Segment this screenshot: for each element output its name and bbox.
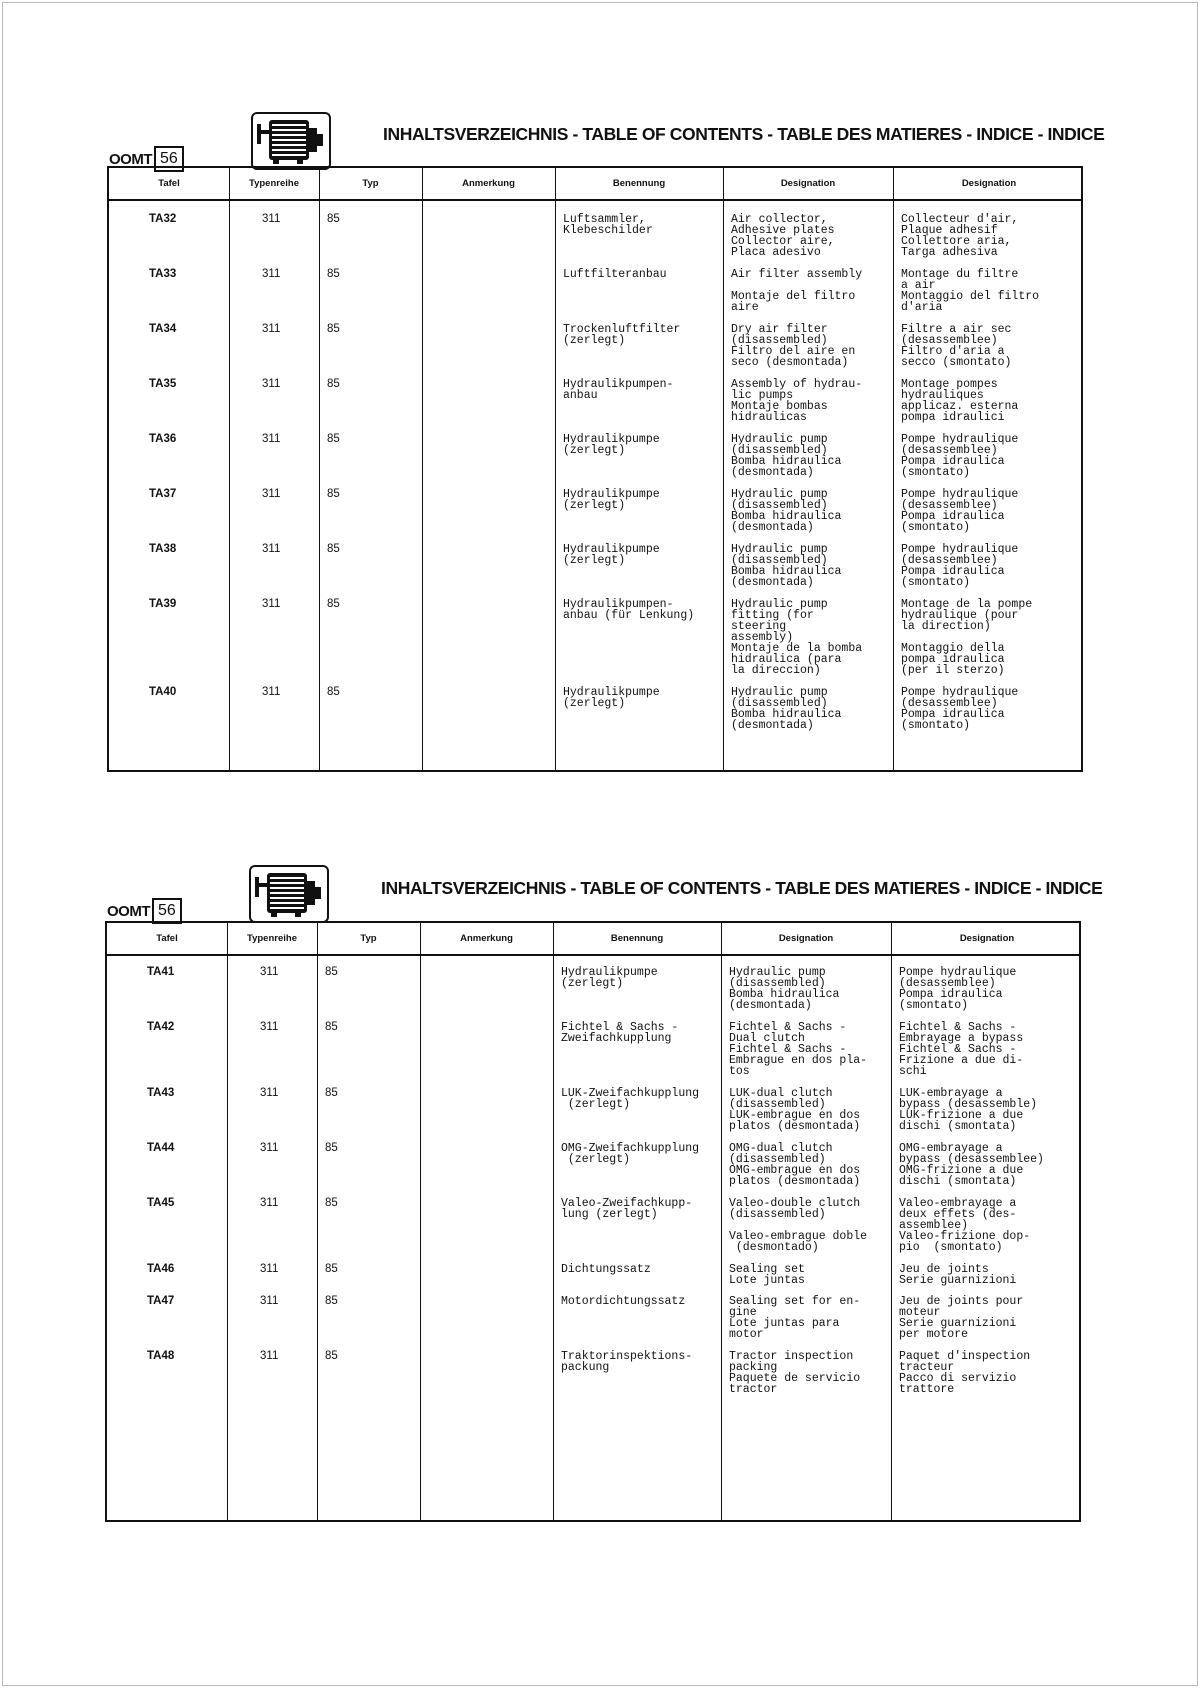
cell-designation-fr-it: Jeu de joints Serie guarnizioni: [899, 1263, 1017, 1287]
cell-tafel: TA32: [149, 213, 177, 225]
column-divider: [422, 168, 423, 770]
header-designation-fr-it: Designation: [959, 933, 1015, 944]
cell-typ: 85: [327, 488, 340, 500]
cell-designation-en-es: Dry air filter (disassembled) Filtro del aire en seco (desmontada): [731, 323, 856, 369]
code-number: 56: [154, 146, 184, 172]
cell-benennung: Hydraulikpumpen- anbau (für Lenkung): [563, 598, 695, 622]
column-divider: [227, 923, 228, 1520]
cell-designation-fr-it: Filtre a air sec (desassemblee) Filtro d'aria a secco (smontato): [901, 323, 1012, 369]
cell-designation-en-es: LUK-dual clutch (disassembled) LUK-embrague en dos platos (desmontada): [729, 1087, 861, 1133]
cell-typenreihe: 311: [260, 1295, 279, 1307]
header-anmerkung: Anmerkung: [460, 933, 513, 944]
cell-designation-fr-it: OMG-embrayage a bypass (desassemblee) OMG-frizione a due dischi (smontata): [899, 1142, 1044, 1188]
cell-typ: 85: [325, 1295, 338, 1307]
column-divider: [319, 168, 320, 770]
cell-tafel: TA46: [147, 1263, 175, 1275]
cell-tafel: TA43: [147, 1087, 175, 1099]
header-designation-fr-it: Designation: [961, 178, 1017, 189]
cell-designation-fr-it: Montage pompes hydrauliques applicaz. esterna pompa idraulici: [901, 378, 1019, 424]
code-number: 56: [152, 898, 182, 924]
header-designation-en-es: Designation: [778, 933, 834, 944]
cell-typ: 85: [325, 966, 338, 978]
table-header: [107, 923, 1079, 956]
header-tafel: Tafel: [158, 178, 180, 189]
cell-typenreihe: 311: [260, 1197, 279, 1209]
cell-designation-fr-it: Pompe hydraulique (desassemblee) Pompa idraulica (smontato): [901, 433, 1019, 479]
cell-designation-en-es: Valeo-double clutch (disassembled) Valeo-embrague doble (desmontado): [729, 1197, 868, 1254]
header-tafel: Tafel: [156, 933, 178, 944]
cell-designation-en-es: Hydraulic pump fitting (for steering assembly) Montaje de la bomba hidraulica (para la direccion): [731, 598, 863, 677]
cell-designation-fr-it: Pompe hydraulique (desassemblee) Pompa idraulica (smontato): [899, 966, 1017, 1012]
cell-typenreihe: 311: [262, 268, 281, 280]
header-benennung: Benennung: [612, 178, 666, 189]
page-title: INHALTSVERZEICHNIS - TABLE OF CONTENTS - TABLE DES MATIERES - INDICE - INDICE: [383, 124, 1105, 144]
cell-designation-en-es: Assembly of hydrau- lic pumps Montaje bombas hidraulicas: [731, 378, 863, 424]
cell-designation-en-es: Hydraulic pump (disassembled) Bomba hidraulica (desmontada): [731, 433, 842, 479]
header-typ: Typ: [362, 178, 379, 189]
contents-table: [107, 166, 1083, 772]
cell-designation-en-es: Air collector, Adhesive plates Collector aire, Placa adesivo: [731, 213, 835, 259]
cell-typenreihe: 311: [260, 1350, 279, 1362]
cell-designation-fr-it: Fichtel & Sachs - Embrayage a bypass Fichtel & Sachs - Frizione a due di- schi: [899, 1021, 1024, 1078]
cell-designation-en-es: Fichtel & Sachs - Dual clutch Fichtel & Sachs - Embrague en dos pla- tos: [729, 1021, 868, 1078]
cell-tafel: TA35: [149, 378, 177, 390]
cell-typ: 85: [327, 543, 340, 555]
cell-tafel: TA38: [149, 543, 177, 555]
column-divider: [420, 923, 421, 1520]
cell-typenreihe: 311: [262, 433, 281, 445]
engine-icon: [249, 865, 329, 923]
column-divider: [553, 923, 554, 1520]
header-typenreihe: Typenreihe: [249, 178, 299, 189]
cell-benennung: Fichtel & Sachs - Zweifachkupplung: [561, 1021, 679, 1045]
cell-typ: 85: [325, 1263, 338, 1275]
cell-designation-fr-it: Pompe hydraulique (desassemblee) Pompa idraulica (smontato): [901, 488, 1019, 534]
contents-table: [105, 921, 1081, 1522]
column-divider: [229, 168, 230, 770]
cell-benennung: Traktorinspektions- packung: [561, 1350, 693, 1374]
column-divider: [317, 923, 318, 1520]
cell-designation-en-es: Sealing set for en- gine Lote juntas para motor: [729, 1295, 861, 1341]
cell-designation-en-es: Hydraulic pump (disassembled) Bomba hidraulica (desmontada): [729, 966, 840, 1012]
cell-benennung: Valeo-Zweifachkupp- lung (zerlegt): [561, 1197, 693, 1221]
cell-designation-fr-it: Pompe hydraulique (desassemblee) Pompa idraulica (smontato): [901, 686, 1019, 732]
cell-typenreihe: 311: [262, 378, 281, 390]
cell-tafel: TA33: [149, 268, 177, 280]
table-header: [109, 168, 1081, 201]
cell-designation-en-es: OMG-dual clutch (disassembled) OMG-embrague en dos platos (desmontada): [729, 1142, 861, 1188]
cell-designation-fr-it: Paquet d'inspection tracteur Pacco di servizio trattore: [899, 1350, 1031, 1396]
header-anmerkung: Anmerkung: [462, 178, 515, 189]
cell-typ: 85: [327, 323, 340, 335]
column-divider: [723, 168, 724, 770]
cell-benennung: Motordichtungssatz: [561, 1295, 686, 1308]
cell-designation-fr-it: Valeo-embrayage a deux effets (des- assemblee) Valeo-frizione dop- pio (smontato): [899, 1197, 1031, 1254]
cell-typenreihe: 311: [262, 213, 281, 225]
cell-typenreihe: 311: [260, 966, 279, 978]
cell-tafel: TA36: [149, 433, 177, 445]
cell-tafel: TA34: [149, 323, 177, 335]
cell-typ: 85: [327, 598, 340, 610]
cell-typenreihe: 311: [260, 1087, 279, 1099]
cell-tafel: TA39: [149, 598, 177, 610]
cell-tafel: TA37: [149, 488, 177, 500]
cell-designation-fr-it: Montage de la pompe hydraulique (pour la direction) Montaggio della pompa idraulica (per il sterzo): [901, 598, 1033, 677]
cell-benennung: Luftfilteranbau: [563, 268, 667, 281]
header-designation-en-es: Designation: [780, 178, 836, 189]
header-typ: Typ: [360, 933, 377, 944]
cell-tafel: TA47: [147, 1295, 175, 1307]
cell-typenreihe: 311: [262, 488, 281, 500]
cell-tafel: TA42: [147, 1021, 175, 1033]
cell-typ: 85: [325, 1350, 338, 1362]
engine-icon: [251, 112, 331, 170]
cell-typ: 85: [327, 268, 340, 280]
cell-tafel: TA45: [147, 1197, 175, 1209]
cell-tafel: TA41: [147, 966, 175, 978]
cell-designation-en-es: Tractor inspection packing Paquete de servicio tractor: [729, 1350, 861, 1396]
cell-typenreihe: 311: [262, 323, 281, 335]
cell-designation-en-es: Hydraulic pump (disassembled) Bomba hidraulica (desmontada): [731, 686, 842, 732]
header-typenreihe: Typenreihe: [247, 933, 297, 944]
cell-typenreihe: 311: [262, 543, 281, 555]
cell-typ: 85: [325, 1087, 338, 1099]
column-divider: [891, 923, 892, 1520]
cell-benennung: LUK-Zweifachkupplung (zerlegt): [561, 1087, 700, 1111]
cell-benennung: Hydraulikpumpen- anbau: [563, 378, 674, 402]
cell-tafel: TA48: [147, 1350, 175, 1362]
cell-benennung: OMG-Zweifachkupplung (zerlegt): [561, 1142, 700, 1166]
page-title: INHALTSVERZEICHNIS - TABLE OF CONTENTS - TABLE DES MATIERES - INDICE - INDICE: [381, 878, 1103, 898]
column-divider: [555, 168, 556, 770]
cell-typenreihe: 311: [260, 1021, 279, 1033]
cell-benennung: Luftsammler, Klebeschilder: [563, 213, 653, 237]
cell-designation-fr-it: Collecteur d'air, Plaque adhesif Collettore aria, Targa adhesiva: [901, 213, 1019, 259]
cell-designation-en-es: Hydraulic pump (disassembled) Bomba hidraulica (desmontada): [731, 488, 842, 534]
cell-typ: 85: [325, 1197, 338, 1209]
cell-typ: 85: [327, 378, 340, 390]
cell-tafel: TA40: [149, 686, 177, 698]
cell-designation-fr-it: Jeu de joints pour moteur Serie guarnizioni per motore: [899, 1295, 1024, 1341]
cell-designation-fr-it: Montage du filtre a air Montaggio del filtro d'aria: [901, 268, 1040, 314]
cell-benennung: Hydraulikpumpe (zerlegt): [561, 966, 658, 990]
cell-benennung: Hydraulikpumpe (zerlegt): [563, 488, 660, 512]
cell-typ: 85: [325, 1021, 338, 1033]
cell-typ: 85: [327, 213, 340, 225]
cell-typenreihe: 311: [262, 686, 281, 698]
cell-typenreihe: 311: [262, 598, 281, 610]
cell-designation-en-es: Hydraulic pump (disassembled) Bomba hidraulica (desmontada): [731, 543, 842, 589]
header-benennung: Benennung: [610, 933, 664, 944]
cell-benennung: Hydraulikpumpe (zerlegt): [563, 433, 660, 457]
cell-designation-en-es: Sealing set Lote juntas: [729, 1263, 805, 1287]
cell-designation-en-es: Air filter assembly Montaje del filtro aire: [731, 268, 863, 314]
column-divider: [893, 168, 894, 770]
cell-designation-fr-it: Pompe hydraulique (desassemblee) Pompa idraulica (smontato): [901, 543, 1019, 589]
cell-designation-fr-it: LUK-embrayage a bypass (desassemble) LUK-frizione a due dischi (smontata): [899, 1087, 1038, 1133]
cell-tafel: TA44: [147, 1142, 175, 1154]
cell-typ: 85: [327, 433, 340, 445]
cell-benennung: Dichtungssatz: [561, 1263, 651, 1276]
cell-typ: 85: [325, 1142, 338, 1154]
code-label: OOMT: [109, 150, 152, 168]
cell-benennung: Hydraulikpumpe (zerlegt): [563, 543, 660, 567]
cell-benennung: Hydraulikpumpe (zerlegt): [563, 686, 660, 710]
cell-benennung: Trockenluftfilter (zerlegt): [563, 323, 681, 347]
cell-typenreihe: 311: [260, 1142, 279, 1154]
cell-typenreihe: 311: [260, 1263, 279, 1275]
cell-typ: 85: [327, 686, 340, 698]
code-label: OOMT: [107, 902, 150, 920]
column-divider: [721, 923, 722, 1520]
